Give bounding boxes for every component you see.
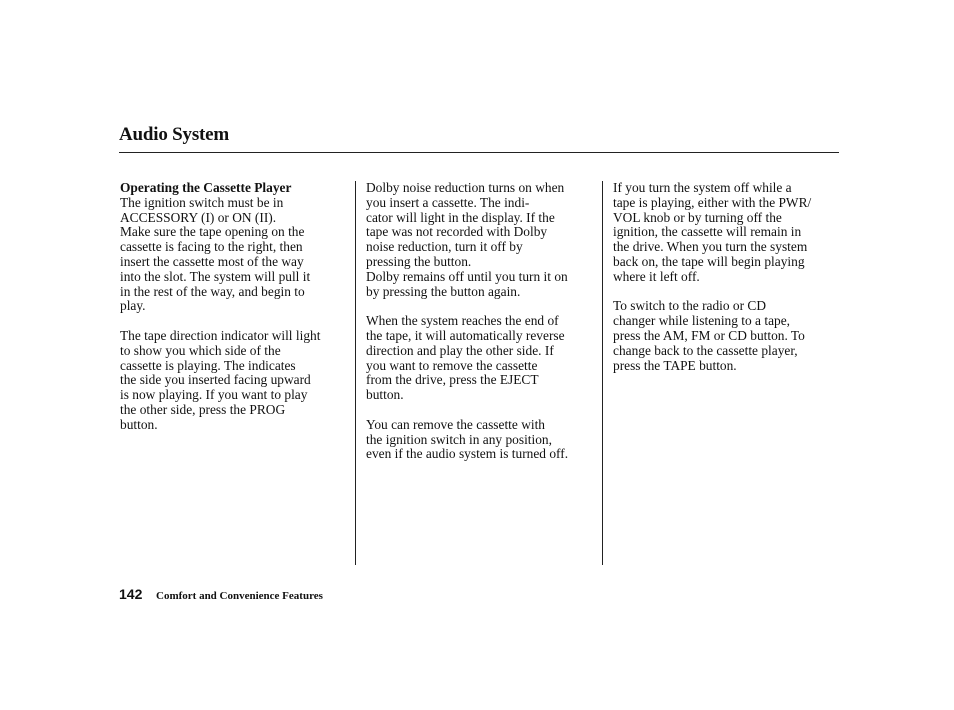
footer-section-title: Comfort and Convenience Features — [156, 590, 323, 602]
paragraph: The tape direction indicator will light to show you which side of the cassette is playing. The indicates the side you inserted facing upward is now playing. If you want to play the other side, press the PROG button. — [120, 327, 321, 432]
column-divider — [355, 181, 356, 565]
paragraph: The ignition switch must be in ACCESSORY (I) or ON (II). Make sure the tape opening on the cassette is facing to the right, then insert the cassette most of the way into the slot. The system will pull it in the rest of the way, and begin to play. — [120, 194, 311, 314]
page-title: Audio System — [119, 124, 230, 145]
section-heading: Operating the Cassette Player — [120, 180, 292, 195]
column-3 — [613, 181, 841, 388]
title-rule — [119, 152, 839, 153]
column-divider — [602, 181, 603, 565]
page-number: 142 — [119, 586, 143, 602]
paragraph: Dolby noise reduction turns on when you insert a cassette. The indi- cator will light in the display. If the tape was not recorded with Dolby noise reduction, turn it off by pressing the button. Dolby remains off until you turn it on by pressing the button again. — [366, 180, 568, 299]
paragraph: If you turn the system off while a tape is playing, either with the PWR/ VOL knob or by turning off the ignition, the cassette will remain in the drive. When you turn the system back on, the tape will begin playing where it left off. — [613, 180, 812, 284]
paragraph: You can remove the cassette with the ignition switch in any position, even if the audio system is turned off. — [366, 416, 569, 462]
paragraph: To switch to the radio or CD changer while listening to a tape, press the AM, FM or CD button. To change back to the cassette player, press the TAPE button. — [613, 298, 805, 373]
column-1 — [120, 181, 346, 447]
column-2 — [366, 181, 598, 477]
paragraph: When the system reaches the end of the tape, it will automatically reverse direction and play the other side. If you want to remove the cassette from the drive, press the EJECT button. — [366, 313, 565, 403]
